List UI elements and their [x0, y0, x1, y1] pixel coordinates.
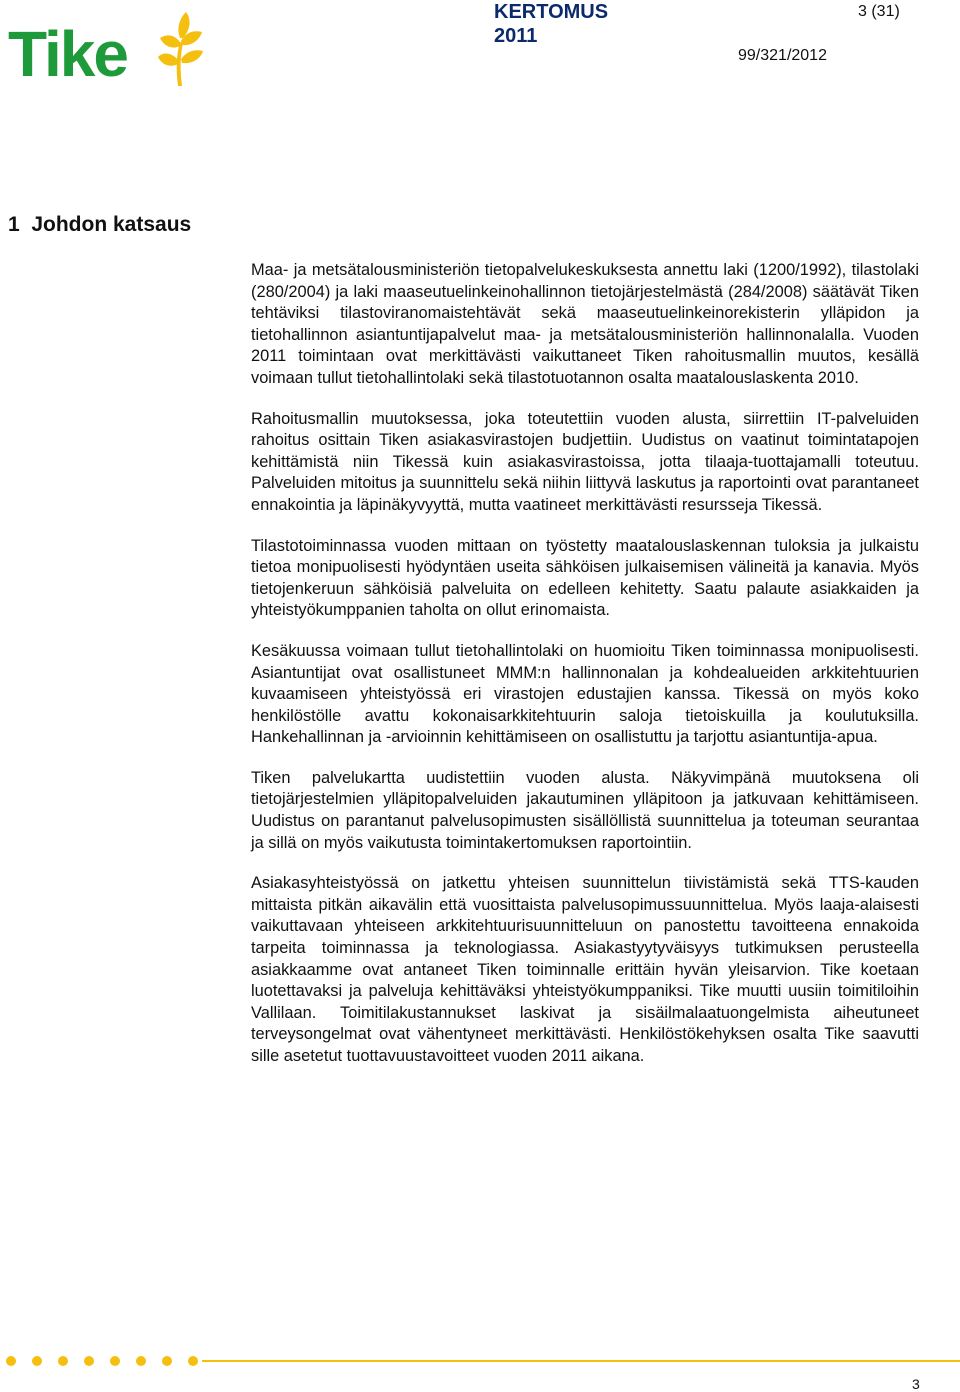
- paragraph: Tilastotoiminnassa vuoden mittaan on työstetty maatalouslaskennan tuloksia ja julkaistu tietoa monipuolisesti hyödyntäen useita sähköisen julkaisemisen välineitä ja kanavia. Myös tietojenkeruun sähköisiä palveluita on edelleen kehitetty. Saatu palaute asiakkaiden ja yhteistyökumppanien taholta on ollut erinomaista.: [251, 536, 919, 620]
- paragraph: Kesäkuussa voimaan tullut tietohallintolaki on huomioitu Tiken toiminnassa monipuolisesti. Asiantuntijat ovat osallistuneet MMM:n hallinnonalan ja kohdealueiden arkkitehtuurien kuvaamiseen yhteistyössä eri virastojen edustajien kanssa. Tikessä on myös koko henkilöstölle avattu kokonaisarkkitehtuurin saloja tietoiskuilla ja koulutuksilla. Hankehallinnan ja -arvioinnin kehittämiseen on osallistuttu ja tarjottu asiantuntija-apua.: [251, 641, 919, 747]
- footer-dot: [6, 1356, 16, 1366]
- footer-line: [202, 1360, 960, 1362]
- document-number: 99/321/2012: [738, 47, 827, 64]
- footer-dot: [110, 1356, 120, 1366]
- body-text: [251, 260, 919, 1087]
- wheat-leaf-icon: [156, 12, 206, 86]
- footer-dot: [32, 1356, 42, 1366]
- paragraph: Rahoitusmallin muutoksessa, joka toteutettiin vuoden alusta, siirrettiin IT-palveluiden rahoitus osittain Tiken asiakasvirastojen budjettiin. Uudistus on vaatinut toimintatapojen kehittämistä niin Tikessä kuin asiakasvirastoissa, jotta tilaaja-tuottajamalli toteutuu. Palveluiden mitoitus ja suunnittelu sekä niihin liittyvä laskutus ja raportointi ovat parantaneet ennakointia ja läpinäkyvyyttä, mutta vaatineet merkittävästi resursseja Tikessä.: [251, 409, 919, 514]
- footer-dot: [188, 1356, 198, 1366]
- footer-dot: [58, 1356, 68, 1366]
- footer-dot: [136, 1356, 146, 1366]
- paragraph: Maa- ja metsätalousministeriön tietopalvelukeskuksesta annettu laki (1200/1992), tilastolaki (280/2004) ja laki maaseutuelinkeinohallinnon tietojärjestelmästä (284/2008) säätävät Tiken tehtäviksi tilastoviranomaistehtävät sekä maaseutuelinkeinorekisterin ylläpidon ja tietohallinnon asiantuntijapalvelut maa- ja metsätalousministeriön hallinnonalalla. Vuoden 2011 toimintaan ovat merkittävästi vaikuttaneet Tiken rahoitusmallin muutos, kesällä voimaan tullut tietohallintolaki sekä tilastotuotannon osalta maatalouslaskenta 2010.: [251, 261, 919, 387]
- logo-wordmark: Tike: [8, 18, 127, 90]
- page-count: 3 (31): [858, 3, 900, 20]
- footer-dot-rule: [6, 1354, 960, 1368]
- document-type: KERTOMUS 2011: [494, 1, 609, 47]
- footer-dot: [84, 1356, 94, 1366]
- footer-page-number: 3: [912, 1376, 920, 1392]
- paragraph: Tiken palvelukartta uudistettiin vuoden alusta. Näkyvimpänä muutoksena oli tietojärjestelmien ylläpitopalveluiden jakautuminen ylläpitoon ja jatkuvaan kehittämiseen. Uudistus on parantanut palvelusopimusten sisällöllistä suunnittelua ja toteuman seurantaa ja sillä on myös vaikutusta toimintakertomuksen raportointiin.: [251, 768, 919, 852]
- tike-logo: [8, 12, 204, 90]
- paragraph: Asiakasyhteistyössä on jatkettu yhteisen suunnittelun tiivistämistä sekä TTS-kauden mittaista pitkän aikavälin että vuosittaista palvelusopimussuunnittelua. Myös laaja-alaisesti vaikuttavaan yhteiseen arkkitehtuurisuunnitteluun on panostettu tavoitteena ennakoida tarpeita toiminnassa ja teknologiassa. Asiakastyytyväisyys tutkimuksen perusteella asiakkaamme ovat antaneet Tiken toiminnalle erittäin hyvän yleisarvion. Tike koetaan luotettavaksi ja palveluja kehittäväksi yhteistyökumppaniksi. Tike muutti uusiin toimitiloihin Vallilaan. Toimitilakustannukset laskivat ja sisäilmalaatuongelmista aiheutuneet terveysongelmat ovat vähentyneet merkittävästi. Henkilöstökehyksen osalta Tike saavutti sille asetetut tuottavuustavoitteet vuoden 2011 aikana.: [251, 874, 919, 1065]
- footer-dot: [162, 1356, 172, 1366]
- section-heading: 1 Johdon katsaus: [8, 213, 192, 236]
